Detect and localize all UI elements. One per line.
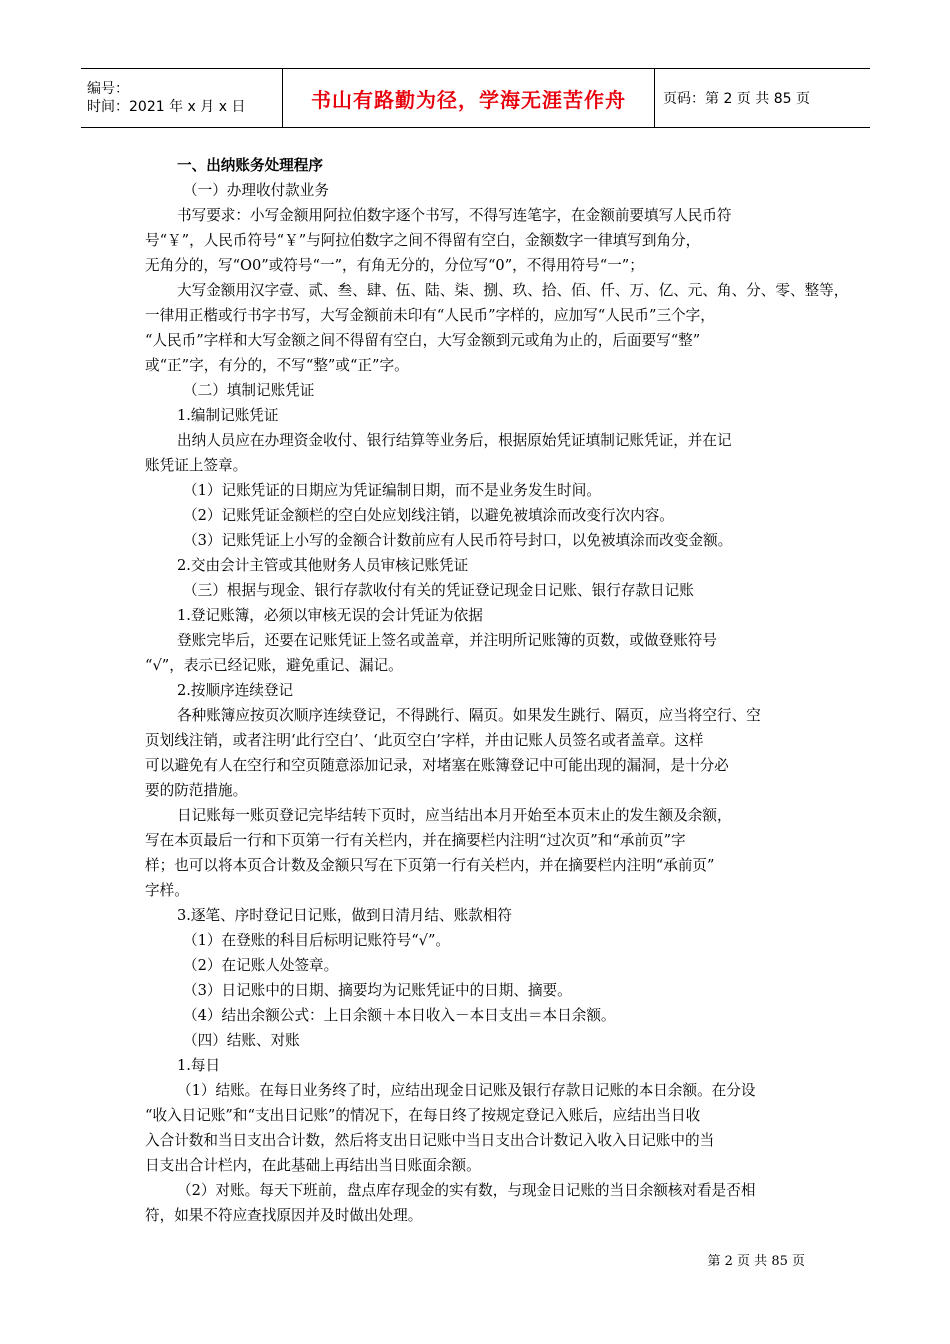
paragraph-line: 样；也可以将本页合计数及金额只写在下页第一行有关栏内，并在摘要栏内注明“承前页”	[145, 857, 715, 874]
paragraph-writing-rules	[145, 206, 815, 276]
paragraph-posting	[145, 631, 815, 676]
paragraph-line: 出纳人员应在办理资金收付、银行结算等业务后，根据原始凭证填制记账凭证，并在记	[177, 432, 732, 449]
list-item: （2）记账凭证金额栏的空白处应划线注销，以避免被填涂而改变行次内容。	[183, 507, 674, 524]
paragraph-line: 一律用正楷或行书字书写，大写金额前未印有“人民币”字样的，应加写“人民币”三个字，	[145, 307, 715, 324]
paragraph-line: 符，如果不符应查找原因并及时做出处理。	[145, 1207, 423, 1224]
list-item: （1）记账凭证的日期应为凭证编制日期，而不是业务发生时间。	[183, 482, 601, 499]
paragraph-line: 日记账每一账页登记完毕结转下页时，应当结出本月开始至本页末止的发生额及余额，	[177, 807, 732, 824]
paragraph-line: 号“￥”，人民币符号“￥”与阿拉伯数字之间不得留有空白，金额数字一律填写到角分，	[145, 232, 701, 249]
list-item: （1）在登账的科目后标明记账符号“√”。	[183, 932, 451, 949]
item-heading: 2.按顺序连续登记	[177, 682, 294, 699]
item-heading: 2.交由会计主管或其他财务人员审核记账凭证	[177, 557, 469, 574]
paragraph-line: “√”，表示已经记账，避免重记、漏记。	[145, 657, 403, 674]
page-label: 页码：第 2 页 共 85 页	[663, 91, 810, 107]
paragraph-line: （1）结账。在每日业务终了时，应结出现金日记账及银行存款日记账的本日余额。在分设	[177, 1082, 756, 1099]
date-label: 时间：2021 年 x 月 x 日	[87, 99, 246, 115]
paragraph-line: 或“正”字，有分的，不写“整”或“正”字。	[145, 357, 409, 374]
item-heading: 3.逐笔、序时登记日记账，做到日清月结、账款相符	[177, 907, 512, 924]
subsection-heading: （三）根据与现金、银行存款收付有关的凭证登记现金日记账、银行存款日记账	[183, 582, 694, 599]
paragraph-line: “人民币”字样和大写金额之间不得留有空白，大写金额到元或角为止的，后面要写“整”	[145, 332, 701, 349]
item-heading: 1.每日	[177, 1057, 221, 1074]
header-page-cell	[655, 69, 870, 127]
item-heading: 1.登记账簿，必须以审核无误的会计凭证为依据	[177, 607, 483, 624]
number-label: 编号：	[87, 81, 129, 97]
paragraph-line: 登账完毕后，还要在记账凭证上签名或盖章，并注明所记账簿的页数，或做登账符号	[177, 632, 717, 649]
paragraph-line: 大写金额用汉字壹、贰、叁、肆、伍、陆、柒、捌、玖、拾、佰、仟、万、亿、元、角、分、零、整等，	[177, 282, 849, 299]
paragraph-carry-forward	[145, 806, 815, 901]
header-meta	[81, 69, 283, 127]
motto: 书山有路勤为径，学海无涯苦作舟	[311, 87, 626, 112]
paragraph-line: 写在本页最后一行和下页第一行有关栏内，并在摘要栏内注明“过次页”和“承前页”字	[145, 832, 686, 849]
paragraph-voucher	[145, 431, 815, 476]
list-item: （4）结出余额公式：上日余额＋本日收入－本日支出＝本日余额。	[183, 1007, 616, 1024]
paragraph-line: 无角分的，写“O0”或符号“一”，有角无分的，分位写“0”，不得用符号“一”；	[145, 257, 644, 274]
paragraph-line: 日支出合计栏内，在此基础上再结出当日账面余额。	[145, 1157, 481, 1174]
paragraph-sequence	[145, 706, 815, 801]
subsection-heading: （二）填制记账凭证	[183, 382, 315, 399]
item-heading: 1.编制记账凭证	[177, 407, 279, 424]
paragraph-line: “收入日记账”和“支出日记账”的情况下，在每日终了按规定登记入账后，应结出当日收	[145, 1107, 701, 1124]
paragraph-line: 可以避免有人在空行和空页随意添加记录，对堵塞在账簿登记中可能出现的漏洞，是十分必	[145, 757, 729, 774]
section-heading: 一、出纳账务处理程序	[177, 157, 323, 174]
paragraph-line: 书写要求：小写金额用阿拉伯数字逐个书写，不得写连笔字，在金额前要填写人民币符	[177, 207, 732, 224]
paragraph-line: 字样。	[145, 882, 189, 899]
paragraph-line: （2）对账。每天下班前，盘点库存现金的实有数，与现金日记账的当日余额核对看是否相	[177, 1182, 756, 1199]
list-item: （3）日记账中的日期、摘要均为记账凭证中的日期、摘要。	[183, 982, 572, 999]
list-item: （3）记账凭证上小写的金额合计数前应有人民币符号封口，以免被填涂而改变金额。	[183, 532, 733, 549]
paragraph-line: 各种账簿应按页次顺序连续登记，不得跳行、隔页。如果发生跳行、隔页，应当将空行、空	[177, 707, 761, 724]
subsection-heading: （四）结账、对账	[183, 1032, 300, 1049]
paragraph-daily-closing	[145, 1081, 815, 1176]
document-body	[145, 156, 849, 1231]
list-item: （2）在记账人处签章。	[183, 957, 339, 974]
paragraph-line: 页划线注销，或者注明‘此行空白’、‘此页空白’字样，并由记账人员签名或者盖章。这样	[145, 732, 704, 749]
paragraph-line: 要的防范措施。	[145, 782, 248, 799]
paragraph-reconciliation	[145, 1181, 815, 1226]
paragraph-capital-amounts	[145, 281, 849, 376]
header-motto-cell	[283, 69, 655, 127]
page-footer: 第 2 页 共 85 页	[707, 1254, 805, 1269]
paragraph-line: 账凭证上签章。	[145, 457, 248, 474]
page-header	[81, 68, 870, 128]
paragraph-line: 入合计数和当日支出合计数，然后将支出日记账中当日支出合计数记入收入日记账中的当	[145, 1132, 715, 1149]
subsection-heading: （一）办理收付款业务	[183, 182, 329, 199]
